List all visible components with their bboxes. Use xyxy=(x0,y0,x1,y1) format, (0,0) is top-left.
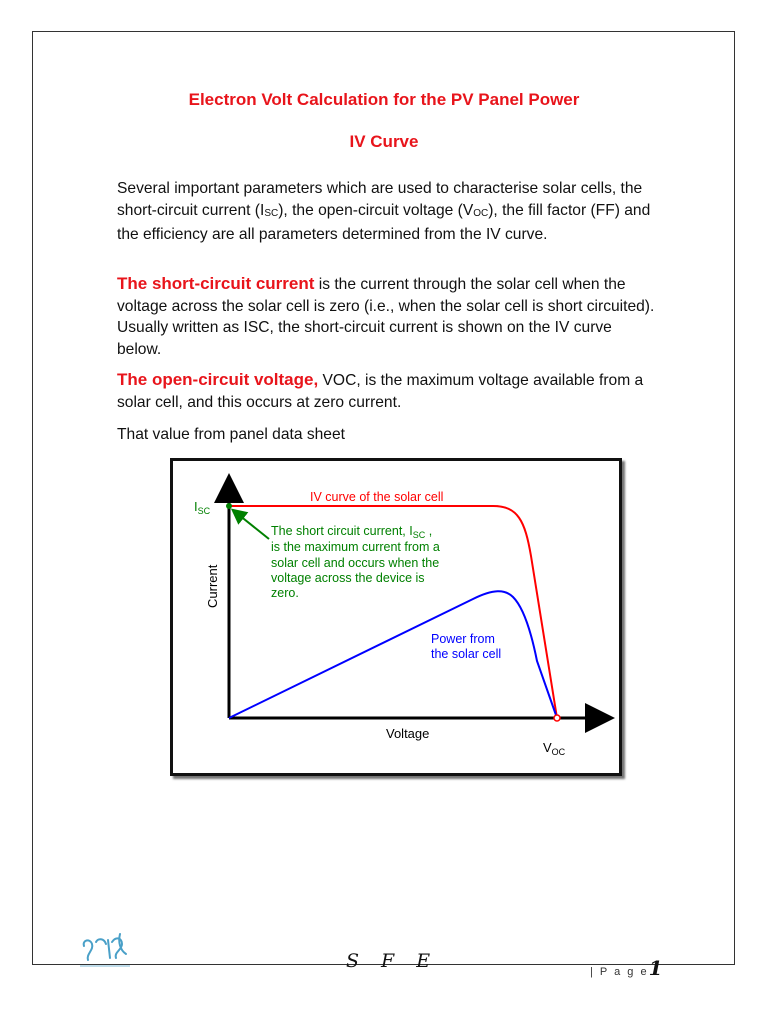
sfe-logo xyxy=(76,928,134,972)
iv-curve-figure xyxy=(170,458,622,776)
annotation-text: The short circuit current, $I_{SC}$ , is the maximum current from a solar cell and occurs when the voltage across the device is zero. xyxy=(271,524,440,600)
voc-axis-label: $V_{OC}$ xyxy=(543,740,566,757)
paragraph-short-circuit: The short-circuit current is the current through the solar cell when the voltage across the solar cell is zero (i.e., when the solar cell is short circuited). Usually written as ISC, the short-circuit current is shown on the IV curve below. xyxy=(117,274,655,358)
short-circuit-heading: The short-circuit current xyxy=(117,274,315,293)
iv-curve-diagram xyxy=(173,461,619,773)
annotation-arrow xyxy=(234,511,269,539)
paragraph-open-circuit: The open-circuit voltage, VOC, is the maximum voltage available from a solar cell, and this occurs at zero current. xyxy=(117,370,644,411)
power-label: Power from the solar cell xyxy=(431,632,502,661)
footer-page-number: | P a g e1 xyxy=(590,956,663,980)
open-circuit-heading: The open-circuit voltage, xyxy=(117,370,319,389)
current-axis-label: Current xyxy=(205,564,220,608)
paragraph-data-sheet: That value from panel data sheet xyxy=(117,426,345,443)
document-subtitle: IV Curve xyxy=(349,132,419,151)
voc-point xyxy=(554,715,560,721)
voltage-axis-label: Voltage xyxy=(386,726,430,741)
footer-sfe: S F E xyxy=(346,950,439,972)
iv-curve-label: IV curve of the solar cell xyxy=(310,490,444,504)
paragraph-intro: Several important parameters which are used to characterise solar cells, the short-circuit current $(I_{SC})$, the open-circuit voltage $(V_{OC})$, the fill factor (FF) and the efficiency are all parameters determined from the IV curve. xyxy=(117,180,651,243)
isc-axis-label: $I_{SC}$ xyxy=(194,499,211,516)
document-title: Electron Volt Calculation for the PV Panel Power xyxy=(188,90,580,109)
isc-point xyxy=(226,503,232,509)
power-curve-line xyxy=(229,591,557,718)
